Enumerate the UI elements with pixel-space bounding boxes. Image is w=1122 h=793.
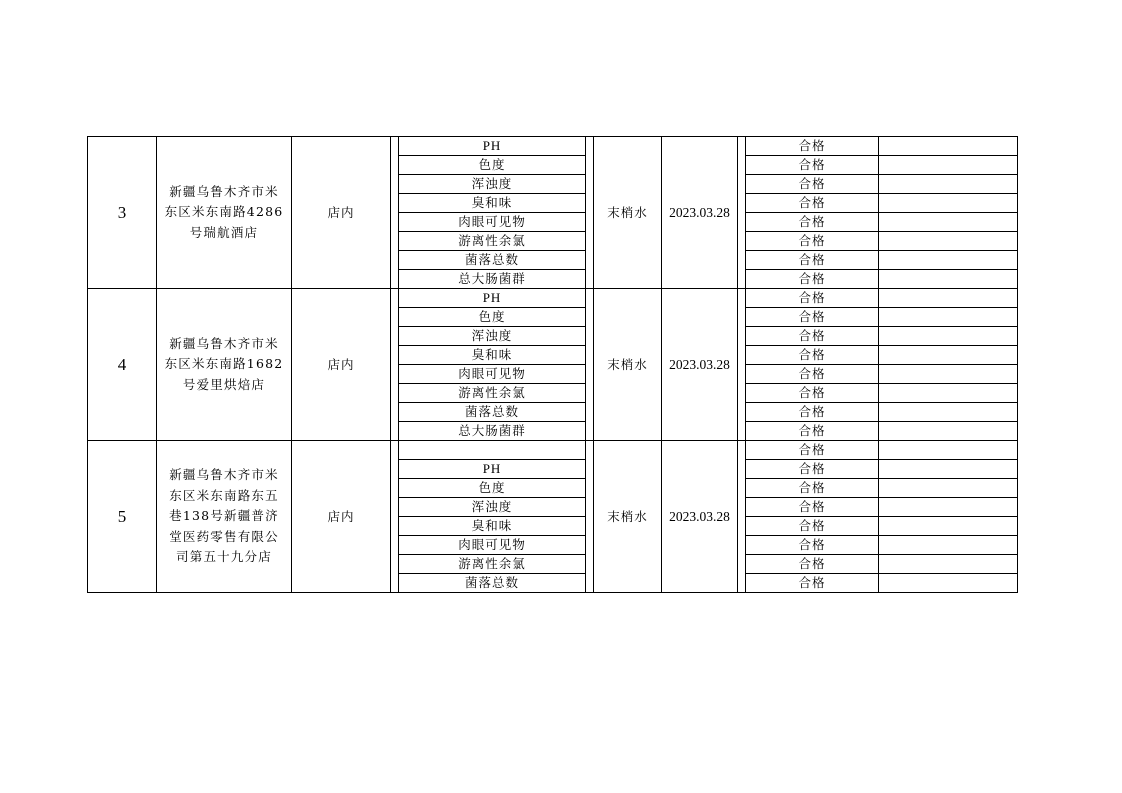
- result-cell: 合格: [746, 441, 879, 460]
- remark-cell: [879, 251, 1018, 270]
- spacer-cell: [391, 517, 399, 536]
- spacer-cell: [738, 422, 746, 441]
- test-item-cell: 菌落总数: [399, 403, 586, 422]
- result-cell: 合格: [746, 460, 879, 479]
- spacer-cell: [738, 498, 746, 517]
- spacer-cell: [586, 175, 594, 194]
- test-item-cell: PH: [399, 137, 586, 156]
- result-cell: 合格: [746, 422, 879, 441]
- spacer-cell: [738, 137, 746, 156]
- remark-cell: [879, 498, 1018, 517]
- remark-cell: [879, 289, 1018, 308]
- sampling-location-cell: 店内: [292, 289, 391, 441]
- spacer-cell: [391, 213, 399, 232]
- spacer-cell: [391, 308, 399, 327]
- spacer-cell: [391, 441, 399, 460]
- spacer-cell: [586, 251, 594, 270]
- result-cell: 合格: [746, 517, 879, 536]
- spacer-cell: [391, 479, 399, 498]
- sequence-number-cell: 5: [88, 441, 157, 593]
- spacer-cell: [391, 232, 399, 251]
- result-cell: 合格: [746, 536, 879, 555]
- result-cell: 合格: [746, 403, 879, 422]
- result-cell: 合格: [746, 232, 879, 251]
- spacer-cell: [391, 251, 399, 270]
- spacer-cell: [738, 327, 746, 346]
- spacer-cell: [738, 517, 746, 536]
- spacer-cell: [738, 365, 746, 384]
- spacer-cell: [391, 327, 399, 346]
- remark-cell: [879, 156, 1018, 175]
- remark-cell: [879, 555, 1018, 574]
- test-item-cell: [399, 441, 586, 460]
- remark-cell: [879, 441, 1018, 460]
- result-cell: 合格: [746, 213, 879, 232]
- table-row: [88, 289, 1018, 308]
- results-grid: [87, 136, 1018, 593]
- table-row: [88, 137, 1018, 156]
- result-cell: 合格: [746, 384, 879, 403]
- remark-cell: [879, 536, 1018, 555]
- spacer-cell: [586, 498, 594, 517]
- test-item-cell: 菌落总数: [399, 251, 586, 270]
- remark-cell: [879, 517, 1018, 536]
- test-item-cell: 浑浊度: [399, 175, 586, 194]
- test-item-cell: 臭和味: [399, 346, 586, 365]
- spacer-cell: [391, 137, 399, 156]
- spacer-cell: [586, 517, 594, 536]
- sequence-number-cell: 4: [88, 289, 157, 441]
- spacer-cell: [738, 232, 746, 251]
- result-cell: 合格: [746, 574, 879, 593]
- spacer-cell: [586, 441, 594, 460]
- spacer-cell: [391, 384, 399, 403]
- remark-cell: [879, 365, 1018, 384]
- result-cell: 合格: [746, 308, 879, 327]
- remark-cell: [879, 270, 1018, 289]
- spacer-cell: [586, 460, 594, 479]
- test-item-cell: PH: [399, 460, 586, 479]
- spacer-cell: [391, 460, 399, 479]
- test-item-cell: 游离性余氯: [399, 232, 586, 251]
- result-cell: 合格: [746, 175, 879, 194]
- spacer-cell: [738, 479, 746, 498]
- remark-cell: [879, 460, 1018, 479]
- spacer-cell: [738, 175, 746, 194]
- test-item-cell: 游离性余氯: [399, 555, 586, 574]
- result-cell: 合格: [746, 251, 879, 270]
- remark-cell: [879, 175, 1018, 194]
- spacer-cell: [586, 137, 594, 156]
- spacer-cell: [391, 194, 399, 213]
- spacer-cell: [738, 555, 746, 574]
- test-item-cell: 肉眼可见物: [399, 365, 586, 384]
- spacer-cell: [738, 384, 746, 403]
- test-item-cell: 总大肠菌群: [399, 270, 586, 289]
- spacer-cell: [586, 403, 594, 422]
- remark-cell: [879, 213, 1018, 232]
- test-item-cell: PH: [399, 289, 586, 308]
- sampling-date-cell: 2023.03.28: [662, 137, 738, 289]
- sampling-address-cell: 新疆乌鲁木齐市米东区米东南路1682号爱里烘焙店: [157, 289, 292, 441]
- test-item-cell: 浑浊度: [399, 498, 586, 517]
- result-cell: 合格: [746, 137, 879, 156]
- spacer-cell: [391, 346, 399, 365]
- remark-cell: [879, 479, 1018, 498]
- test-item-cell: 臭和味: [399, 194, 586, 213]
- remark-cell: [879, 574, 1018, 593]
- test-item-cell: 总大肠菌群: [399, 422, 586, 441]
- spacer-cell: [391, 289, 399, 308]
- spacer-cell: [391, 156, 399, 175]
- result-cell: 合格: [746, 498, 879, 517]
- sampling-address-cell: 新疆乌鲁木齐市米东区米东南路东五巷138号新疆普济堂医药零售有限公司第五十九分店: [157, 441, 292, 593]
- spacer-cell: [586, 574, 594, 593]
- spacer-cell: [586, 365, 594, 384]
- remark-cell: [879, 308, 1018, 327]
- test-item-cell: 色度: [399, 479, 586, 498]
- spacer-cell: [738, 308, 746, 327]
- spacer-cell: [738, 213, 746, 232]
- sampling-location-cell: 店内: [292, 137, 391, 289]
- spacer-cell: [586, 213, 594, 232]
- result-cell: 合格: [746, 346, 879, 365]
- test-item-cell: 肉眼可见物: [399, 213, 586, 232]
- spacer-cell: [586, 308, 594, 327]
- result-cell: 合格: [746, 365, 879, 384]
- result-cell: 合格: [746, 270, 879, 289]
- spacer-cell: [391, 422, 399, 441]
- results-body: [88, 137, 1018, 593]
- remark-cell: [879, 422, 1018, 441]
- sampling-location-cell: 店内: [292, 441, 391, 593]
- spacer-cell: [586, 194, 594, 213]
- spacer-cell: [391, 498, 399, 517]
- remark-cell: [879, 346, 1018, 365]
- spacer-cell: [391, 555, 399, 574]
- spacer-cell: [738, 536, 746, 555]
- spacer-cell: [586, 346, 594, 365]
- remark-cell: [879, 384, 1018, 403]
- spacer-cell: [391, 175, 399, 194]
- remark-cell: [879, 194, 1018, 213]
- test-item-cell: 游离性余氯: [399, 384, 586, 403]
- spacer-cell: [391, 403, 399, 422]
- spacer-cell: [586, 384, 594, 403]
- sequence-number-cell: 3: [88, 137, 157, 289]
- sample-type-cell: 末梢水: [594, 441, 662, 593]
- spacer-cell: [391, 365, 399, 384]
- result-cell: 合格: [746, 194, 879, 213]
- spacer-cell: [738, 460, 746, 479]
- spacer-cell: [586, 555, 594, 574]
- result-cell: 合格: [746, 327, 879, 346]
- table-row: [88, 441, 1018, 460]
- spacer-cell: [738, 441, 746, 460]
- spacer-cell: [391, 574, 399, 593]
- spacer-cell: [738, 346, 746, 365]
- spacer-cell: [586, 289, 594, 308]
- spacer-cell: [391, 270, 399, 289]
- sample-type-cell: 末梢水: [594, 289, 662, 441]
- spacer-cell: [738, 289, 746, 308]
- spacer-cell: [586, 232, 594, 251]
- inspection-results-table: [87, 136, 1017, 590]
- result-cell: 合格: [746, 479, 879, 498]
- spacer-cell: [391, 536, 399, 555]
- spacer-cell: [738, 270, 746, 289]
- test-item-cell: 臭和味: [399, 517, 586, 536]
- test-item-cell: 色度: [399, 156, 586, 175]
- spacer-cell: [738, 194, 746, 213]
- spacer-cell: [586, 422, 594, 441]
- remark-cell: [879, 232, 1018, 251]
- sampling-address-cell: 新疆乌鲁木齐市米东区米东南路4286号瑞航酒店: [157, 137, 292, 289]
- spacer-cell: [738, 574, 746, 593]
- test-item-cell: 浑浊度: [399, 327, 586, 346]
- result-cell: 合格: [746, 156, 879, 175]
- spacer-cell: [586, 327, 594, 346]
- spacer-cell: [586, 270, 594, 289]
- sampling-date-cell: 2023.03.28: [662, 289, 738, 441]
- sample-type-cell: 末梢水: [594, 137, 662, 289]
- spacer-cell: [738, 403, 746, 422]
- sampling-date-cell: 2023.03.28: [662, 441, 738, 593]
- spacer-cell: [738, 156, 746, 175]
- test-item-cell: 肉眼可见物: [399, 536, 586, 555]
- remark-cell: [879, 327, 1018, 346]
- test-item-cell: 菌落总数: [399, 574, 586, 593]
- result-cell: 合格: [746, 555, 879, 574]
- spacer-cell: [586, 536, 594, 555]
- spacer-cell: [738, 251, 746, 270]
- test-item-cell: 色度: [399, 308, 586, 327]
- remark-cell: [879, 137, 1018, 156]
- spacer-cell: [586, 479, 594, 498]
- remark-cell: [879, 403, 1018, 422]
- spacer-cell: [586, 156, 594, 175]
- result-cell: 合格: [746, 289, 879, 308]
